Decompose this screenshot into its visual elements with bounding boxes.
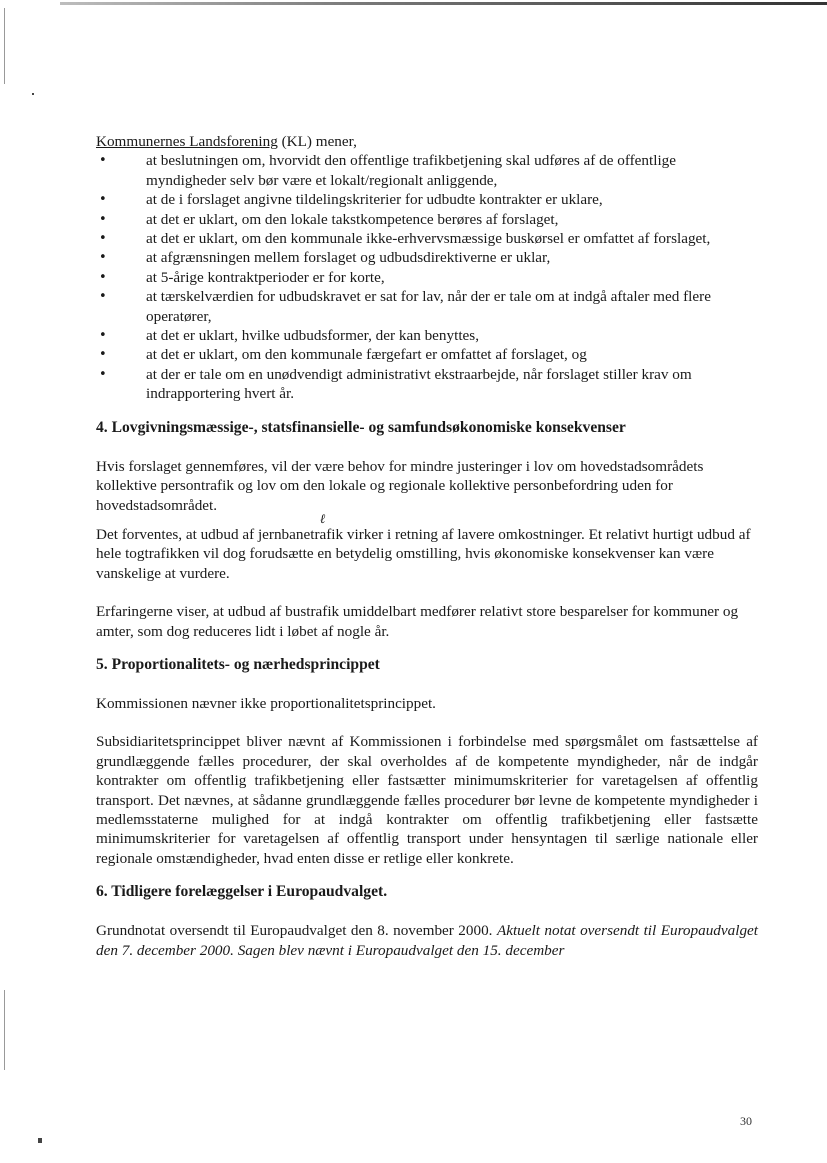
list-item: • at det er uklart, om den kommunale ikke-erhvervsmæssige buskørsel er omfattet af forslaget, <box>96 229 758 248</box>
handwritten-mark: ℓ <box>320 510 326 526</box>
list-item: • at 5-årige kontraktperioder er for korte, <box>96 268 758 287</box>
list-item: • at tærskelværdien for udbudskravet er sat for lav, når der er tale om at indgå aftaler med flere operatører, <box>96 287 758 326</box>
section-5-paragraph-2: Subsidiaritetsprincippet bliver nævnt af Kommissionen i forbindelse med spørgsmålet om fastsættelse af grundlæggende fælles procedurer, der skal overholdes af de kompetente myndigheder, når de indgår kontrakter om offentlig trafikbetjening eller fastsætter minimumskriterier for varetagelsen af offentlig transport. Det nævnes, at sådanne grundlæggende fælles procedurer bør levne de kompetente myndigheder i medlemsstaterne mulighed for at indgå kontrakter om offentlig trafikbetjening eller fastsætte minimumskriterier for varetagelsen af offentlig transport under hensyntagen til særlige nationale eller regionale omstændigheder, hvad enten disse er retlige eller konkrete. <box>96 733 758 867</box>
section-4-paragraph-3: Erfaringerne viser, at udbud af bustrafik umiddelbart medfører relativt store besparelser for kommuner og amter, som dog reduceres lidt i løbet af nogle år. <box>96 603 739 640</box>
kl-intro <box>96 132 758 151</box>
section-5-paragraph-1: Kommissionen nævner ikke proportionalitetsprincippet. <box>96 694 436 712</box>
list-item: • at de i forslaget angivne tildelingskriterier for udbudte kontrakter er uklare, <box>96 190 758 209</box>
page-number: 30 <box>740 1114 752 1128</box>
kl-opinion-list <box>96 151 758 403</box>
section-4-paragraph-2: Det forventes, at udbud af jernbanetrafik virker i retning af lavere omkostninger. Et relativt hurtigt udbud af hele togtrafikken vil dog forudsætte en betydelig omstilling, hvis økonomiske konsekvenser kan være vanskelige at vurdere. <box>96 525 751 582</box>
list-item: • at det er uklart, om den lokale takstkompetence berøres af forslaget, <box>96 210 758 229</box>
section-6-paragraph-1 <box>96 921 758 960</box>
section-6-italic-text: Aktuelt notat oversendt til Europaudvalget den 7. december 2000. Sagen blev nævnt i Europaudvalget den 15. december <box>96 922 759 959</box>
list-item: • at der er tale om en unødvendigt administrativt ekstraarbejde, når forslaget stiller krav om indrapportering hvert år. <box>96 365 758 404</box>
document-page <box>96 132 758 960</box>
scan-speck <box>4 990 5 1070</box>
list-item: • at det er uklart, om den kommunale færgefart er omfattet af forslaget, og <box>96 345 758 364</box>
scan-speck <box>32 93 34 95</box>
section-6-heading: 6. Tidligere forelæggelser i Europaudvalget. <box>96 883 388 901</box>
scan-speck <box>4 8 5 84</box>
list-item: • at beslutningen om, hvorvidt den offentlige trafikbetjening skal udføres af de offentlige myndigheder selv bør være et lokalt/regionalt anliggende, <box>96 151 758 190</box>
list-item: • at afgrænsningen mellem forslaget og udbudsdirektiverne er uklar, <box>96 248 758 267</box>
section-4-paragraph-1: Hvis forslaget gennemføres, vil der være behov for mindre justeringer i lov om hovedstadsområdets kollektive persontrafik og lov om den lokale og regionale kollektive personbefordring uden for hovedstadsområdet. <box>96 457 704 514</box>
scan-top-edge <box>60 2 827 5</box>
kl-intro-rest: (KL) mener, <box>277 133 357 150</box>
section-5-heading: 5. Proportionalitets- og nærhedsprincippet <box>96 655 380 673</box>
section-4-heading: 4. Lovgivningsmæssige-, statsfinansielle- og samfundsøkonomiske konsekvenser <box>96 418 626 436</box>
section-6-plain-text: Grundnotat oversendt til Europaudvalget den 8. november 2000. <box>96 922 497 940</box>
scan-speck <box>38 1138 42 1143</box>
list-item: • at det er uklart, hvilke udbudsformer, der kan benyttes, <box>96 326 758 345</box>
kl-org-name: Kommunernes Landsforening <box>96 133 278 150</box>
